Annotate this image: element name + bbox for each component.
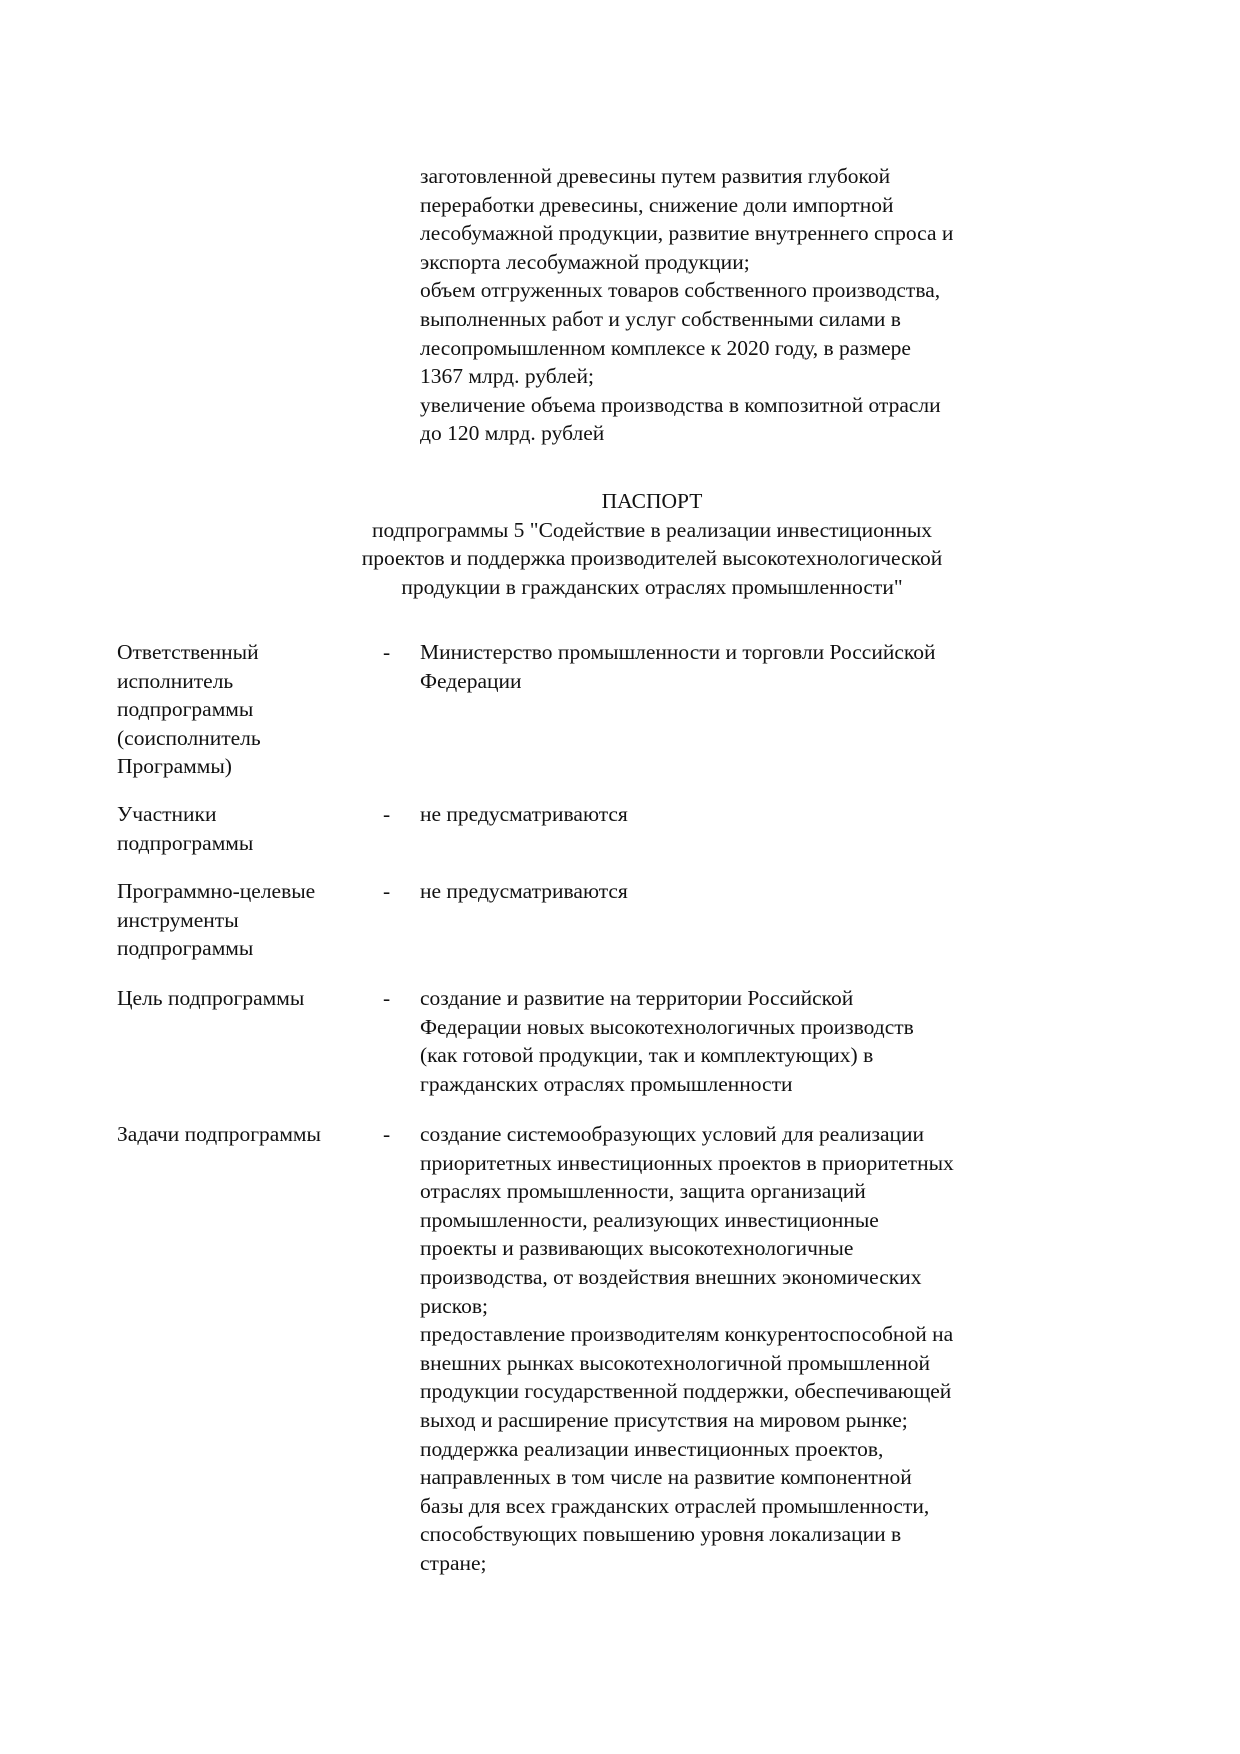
value-line: Федерации новых высокотехнологичных производств	[420, 1014, 914, 1039]
label-line: Ответственный	[117, 640, 259, 664]
value-line: базы для всех гражданских отраслей промышленности,	[420, 1493, 930, 1518]
row-dash: -	[383, 1122, 391, 1146]
value-line: способствующих повышению уровня локализации в	[420, 1522, 902, 1547]
row-dash: -	[383, 879, 391, 903]
text-line: экспорта лесобумажной продукции;	[420, 249, 750, 274]
value-line: гражданских отраслях промышленности	[420, 1071, 793, 1096]
value-line: выход и расширение присутствия на мировом рынке;	[420, 1407, 908, 1432]
text-line: лесобумажной продукции, развитие внутреннего спроса и	[420, 221, 954, 246]
text-line: до 120 млрд. рублей	[420, 421, 605, 446]
passport-heading	[0, 487, 1240, 601]
text-line: переработки древесины, снижение доли импортной	[420, 192, 894, 217]
value-line: стране;	[420, 1550, 487, 1575]
value-line: не предусматриваются	[420, 879, 628, 903]
value-line: рисков;	[420, 1293, 489, 1318]
row-value	[420, 877, 1060, 906]
row-value	[420, 1120, 1060, 1578]
label-line: Программы)	[117, 754, 232, 779]
label-line: Цель подпрограммы	[117, 986, 305, 1010]
continuation-text	[420, 162, 1060, 448]
value-line: внешних рынках высокотехнологичной промышленной	[420, 1350, 930, 1375]
text-line: объем отгруженных товаров собственного производства,	[420, 278, 941, 303]
value-line: отраслях промышленности, защита организаций	[420, 1179, 866, 1204]
value-line: не предусматриваются	[420, 802, 628, 826]
value-line: предоставление производителям конкурентоспособной на	[420, 1322, 954, 1347]
text-line: заготовленной древесины путем развития глубокой	[420, 164, 891, 188]
label-line: Задачи подпрограммы	[117, 1122, 321, 1146]
passport-subtitle-line: подпрограммы 5 "Содействие в реализации инвестиционных	[371, 517, 933, 542]
value-line: (как готовой продукции, так и комплектующих) в	[420, 1043, 874, 1068]
passport-subtitle-line: проектов и поддержка производителей высокотехнологической	[361, 546, 943, 571]
value-line: Федерации	[420, 668, 522, 693]
label-line: инструменты	[117, 907, 239, 932]
row-dash: -	[383, 640, 391, 664]
row-dash: -	[383, 986, 391, 1010]
value-line: приоритетных инвестиционных проектов в приоритетных	[420, 1150, 954, 1175]
label-line: Программно-целевые	[117, 879, 316, 903]
row-value	[420, 638, 1060, 695]
value-line: направленных в том числе на развитие компонентной	[420, 1465, 912, 1490]
row-dash: -	[383, 802, 391, 826]
value-line: поддержка реализации инвестиционных проектов,	[420, 1436, 884, 1461]
row-label	[117, 984, 377, 1013]
text-line: 1367 млрд. рублей;	[420, 364, 594, 389]
text-line: увеличение объема производства в композитной отрасли	[420, 392, 941, 417]
label-line: подпрограммы	[117, 830, 254, 855]
value-line: создание системообразующих условий для реализации	[420, 1122, 925, 1146]
row-label	[117, 1120, 377, 1149]
value-line: создание и развитие на территории Российской	[420, 986, 854, 1010]
label-line: (соисполнитель	[117, 725, 261, 750]
value-line: продукции государственной поддержки, обеспечивающей	[420, 1379, 952, 1404]
value-line: проекты и развивающих высокотехнологичные	[420, 1236, 854, 1261]
text-line: лесопромышленном комплексе к 2020 году, в размере	[420, 335, 911, 360]
passport-subtitle-line: продукции в гражданских отраслях промышленности"	[401, 574, 903, 599]
row-label	[117, 877, 377, 963]
passport-title: ПАСПОРТ	[601, 489, 703, 513]
label-line: исполнитель	[117, 668, 234, 693]
text-line: выполненных работ и услуг собственными силами в	[420, 306, 901, 331]
row-value	[420, 800, 1060, 829]
row-label	[117, 638, 377, 781]
row-value	[420, 984, 1060, 1098]
label-line: подпрограммы	[117, 936, 254, 961]
value-line: Министерство промышленности и торговли Российской	[420, 640, 936, 664]
value-line: промышленности, реализующих инвестиционные	[420, 1207, 879, 1232]
label-line: Участники	[117, 802, 217, 826]
row-label	[117, 800, 377, 857]
label-line: подпрограммы	[117, 697, 254, 722]
value-line: производства, от воздействия внешних экономических	[420, 1264, 922, 1289]
